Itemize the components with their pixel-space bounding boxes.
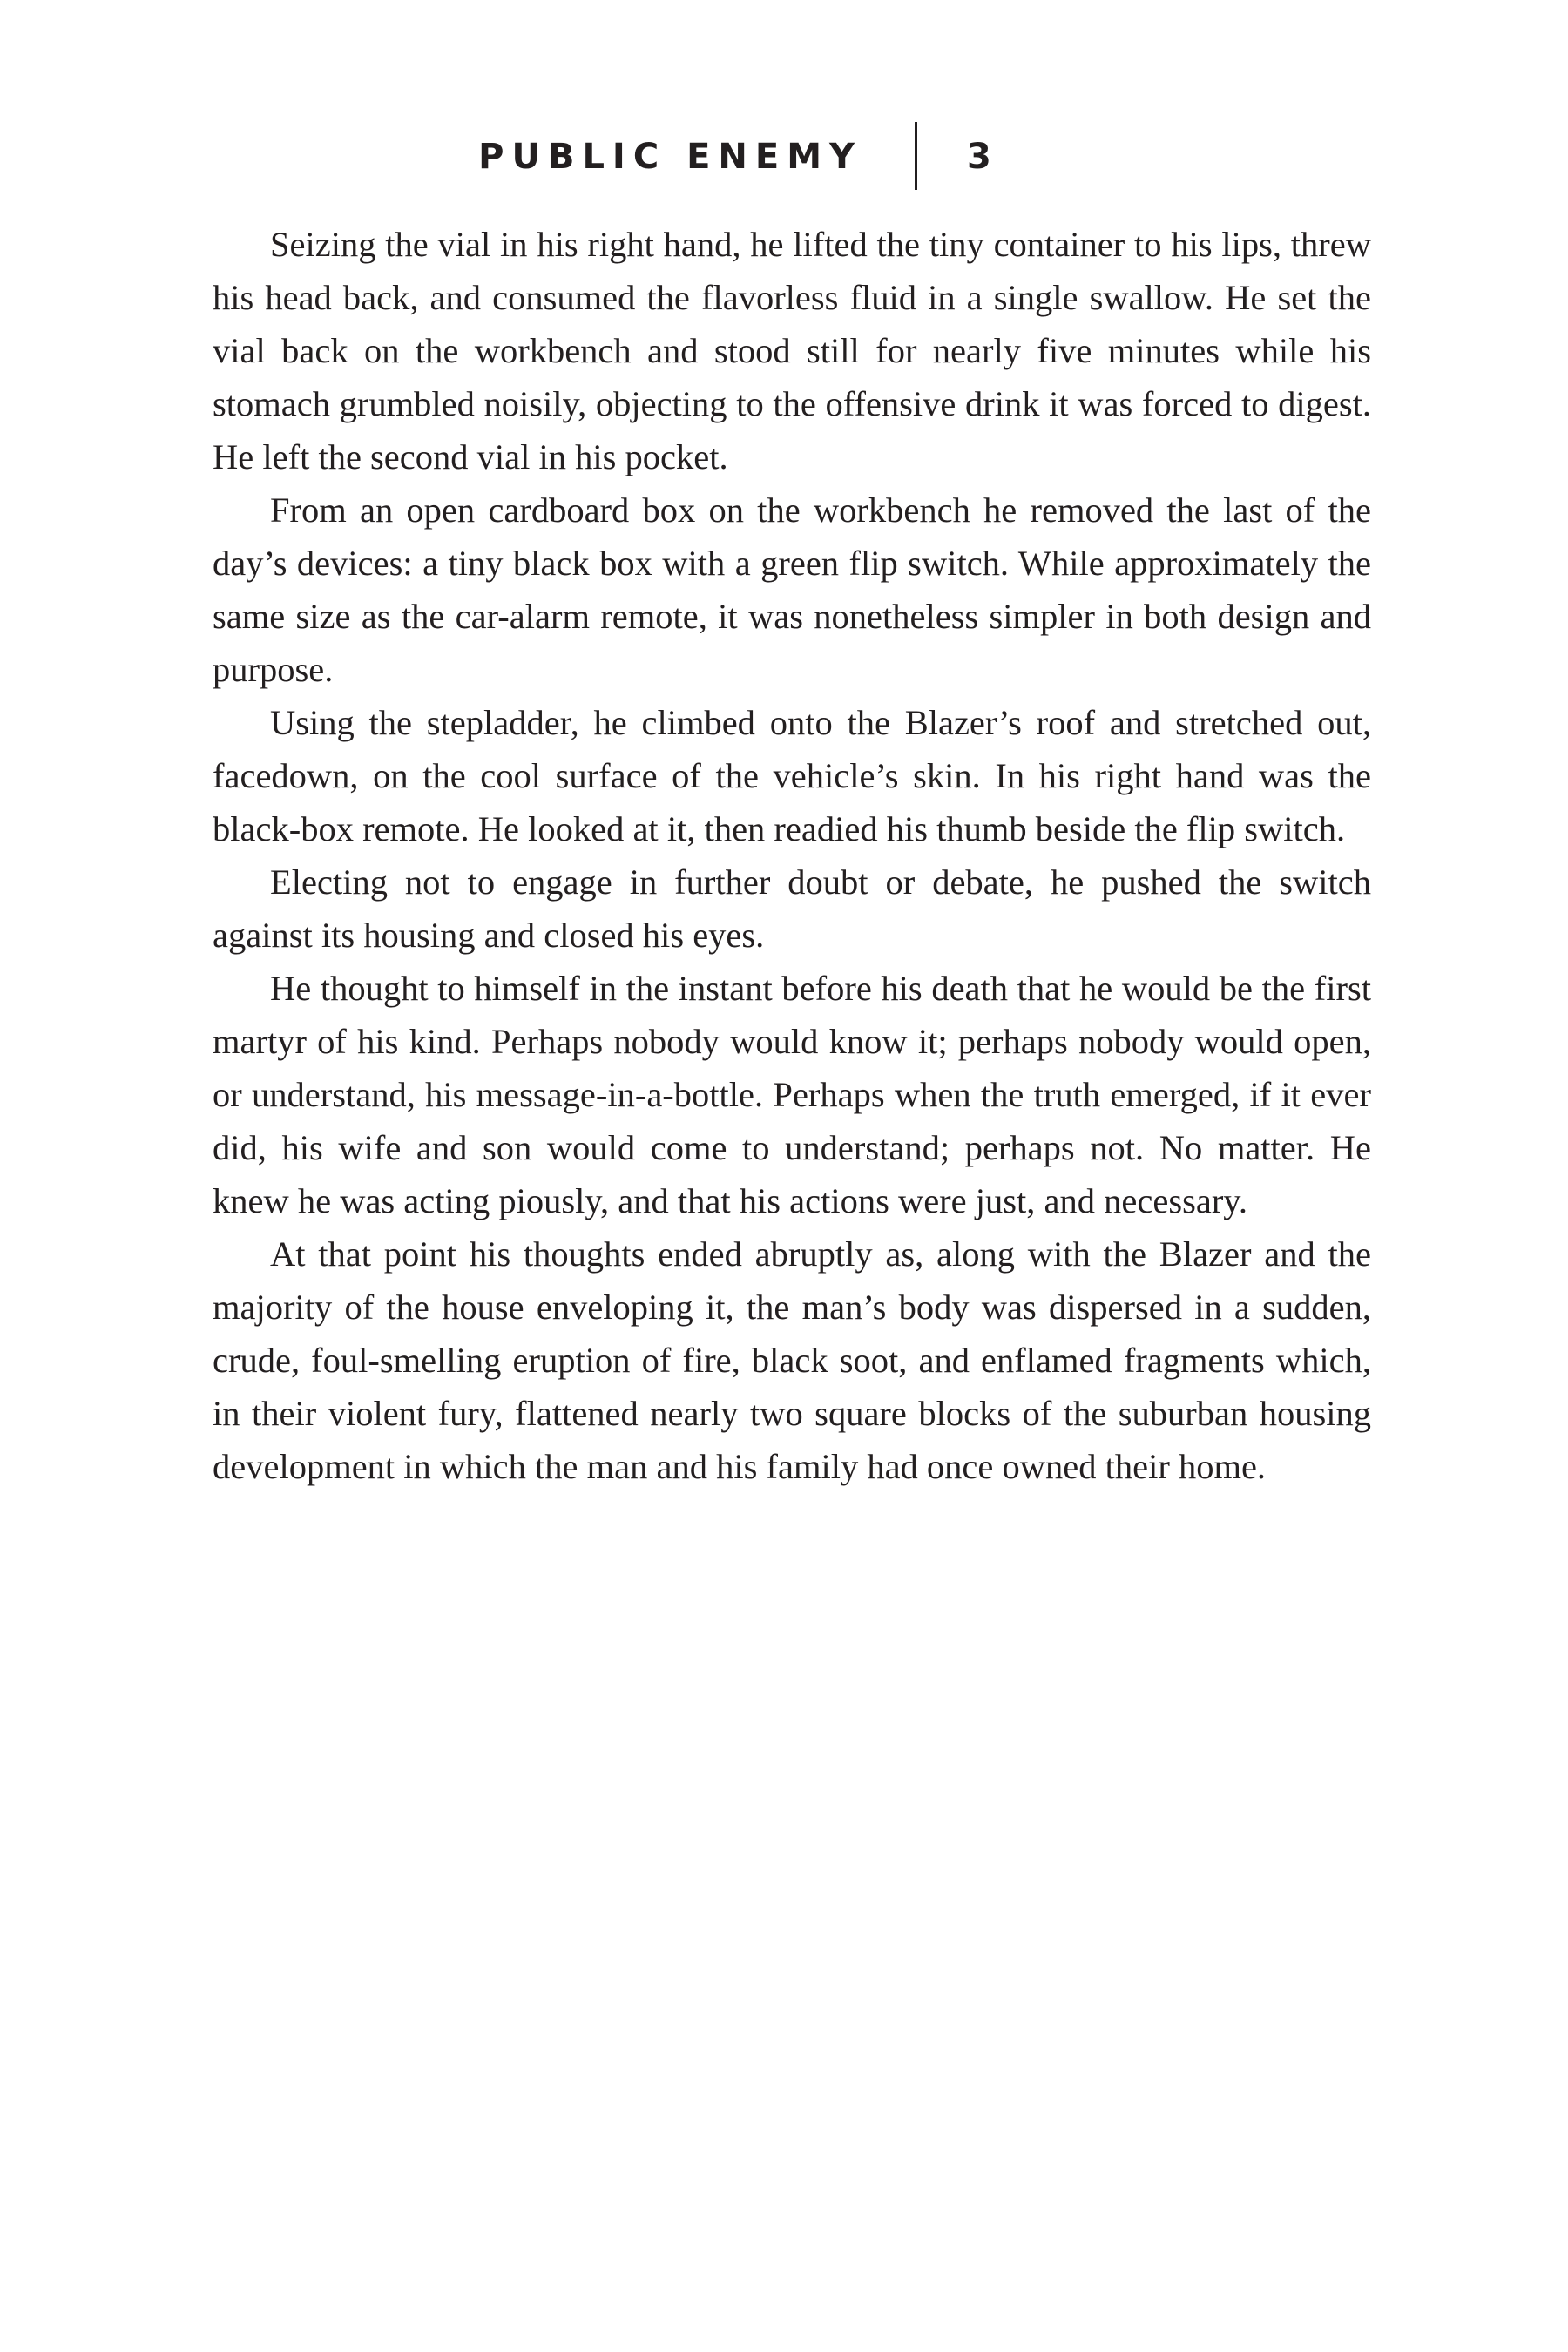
paragraph: Electing not to engage in further doubt or debate, he pushed the switch against its housing and closed his eyes. [213,862,1371,955]
paragraph: Using the stepladder, he climbed onto the Blazer’s roof and stretched out, facedown, on the cool surface of the vehicle’s skin. In his right hand was the black-box remote. He looked at it, then readied his thumb beside the flip switch. [213,703,1371,848]
running-title: PUBLIC ENEMY [478,137,862,177]
paragraph: At that point his thoughts ended abruptly as, along with the Blazer and the majority of the house enveloping it, the man’s body was dispersed in a sudden, crude, foul-smelling eruption of fire, black soot, and enflamed fragments which, in their violent fury, flattened nearly two square blocks of the suburban housing development in which the man and his family had once owned their home. [213,1234,1371,1486]
paragraph: From an open cardboard box on the workbench he removed the last of the day’s devices: a tiny black box with a green flip switch. While approximately the same size as the car-alarm remote, it was nonetheless simpler in both design and purpose. [213,490,1371,689]
header-divider [915,122,917,190]
body-text [213,218,1371,1493]
running-head [0,122,1568,192]
page-number: 3 [967,137,991,177]
paragraph: He thought to himself in the instant before his death that he would be the first martyr of his kind. Perhaps nobody would know it; perhaps nobody would open, or understand, his message-in-a-bottle. Perhaps when the truth emerged, if it ever did, his wife and son would come to understand; perhaps not. No matter. He knew he was acting piously, and that his actions were just, and necessary. [213,969,1371,1220]
paragraph: Seizing the vial in his right hand, he lifted the tiny container to his lips, threw his head back, and consumed the flavorless fluid in a single swallow. He set the vial back on the workbench and stood still for nearly five minutes while his stomach grumbled noisily, objecting to the offensive drink it was forced to digest. He left the second vial in his pocket. [213,225,1371,476]
